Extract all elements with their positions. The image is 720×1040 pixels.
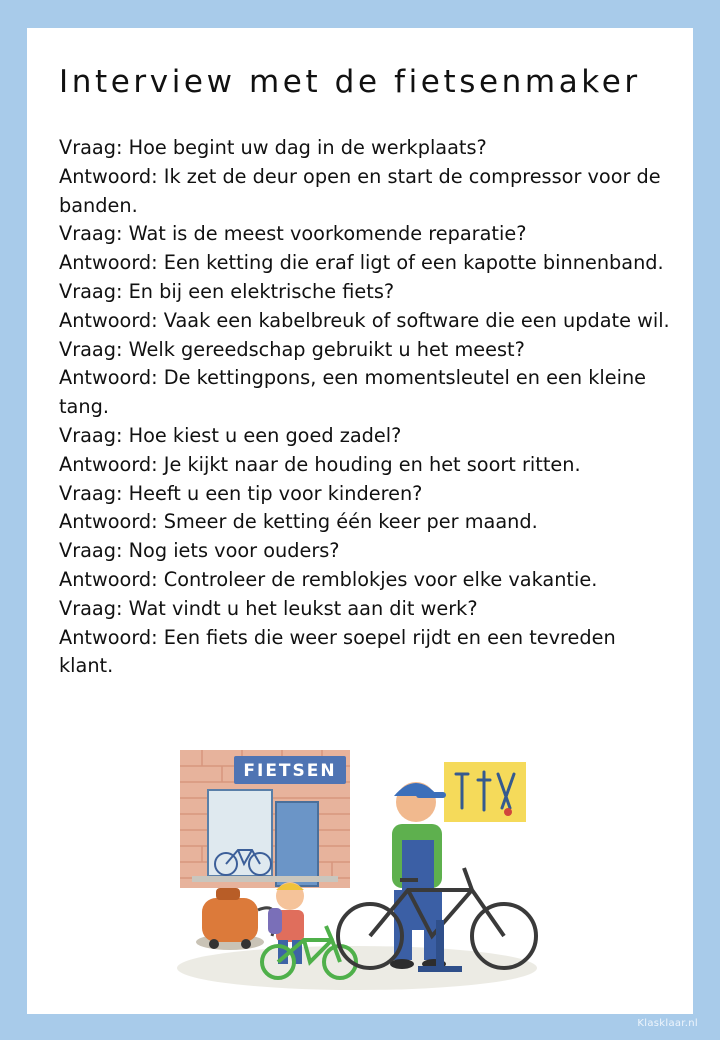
compressor xyxy=(196,888,275,950)
shop-sign-text: FIETSEN xyxy=(243,761,337,781)
question-line: Vraag: Hoe kiest u een goed zadel? xyxy=(59,423,402,447)
question-line: Vraag: Hoe begint uw dag in de werkplaats? xyxy=(59,136,487,159)
question-line: Vraag: Welk gereedschap gebruikt u het meest? xyxy=(59,337,525,361)
interview-text xyxy=(59,134,671,681)
question-line: Vraag: En bij een elektrische fiets? xyxy=(59,279,395,303)
footer-brand: Klasklaar.nl xyxy=(637,1018,698,1029)
question-line: Vraag: Wat vindt u het leukst aan dit werk? xyxy=(59,596,478,620)
answer-line: Antwoord: Smeer de ketting één keer per maand. xyxy=(59,510,538,534)
answer-line: Antwoord: Een fiets die weer soepel rijdt en een tevreden klant. xyxy=(59,625,616,678)
answer-line: Antwoord: Je kijkt naar de houding en het soort ritten. xyxy=(59,452,581,476)
answer-line: Antwoord: Vaak een kabelbreuk of software die een update wil. xyxy=(59,308,670,332)
question-line: Vraag: Wat is de meest voorkomende reparatie? xyxy=(59,222,527,246)
answer-line: Antwoord: De kettingpons, een momentsleutel en een kleine tang. xyxy=(59,366,647,419)
shop-sign xyxy=(234,756,346,784)
answer-line: Antwoord: Een ketting die eraf ligt of een kapotte binnenband. xyxy=(59,251,664,275)
bike-shop-illustration xyxy=(172,740,542,990)
tool-board xyxy=(444,762,526,822)
ground-shadow xyxy=(177,946,537,990)
worksheet-card xyxy=(27,28,693,1014)
question-line: Vraag: Nog iets voor ouders? xyxy=(59,539,340,563)
answer-line: Antwoord: Ik zet de deur open en start de compressor voor de banden. xyxy=(59,164,661,217)
question-line: Vraag: Heeft u een tip voor kinderen? xyxy=(59,481,423,505)
page-title: Interview met de fietsenmaker xyxy=(59,64,641,100)
answer-line: Antwoord: Controleer de remblokjes voor elke vakantie. xyxy=(59,567,598,591)
